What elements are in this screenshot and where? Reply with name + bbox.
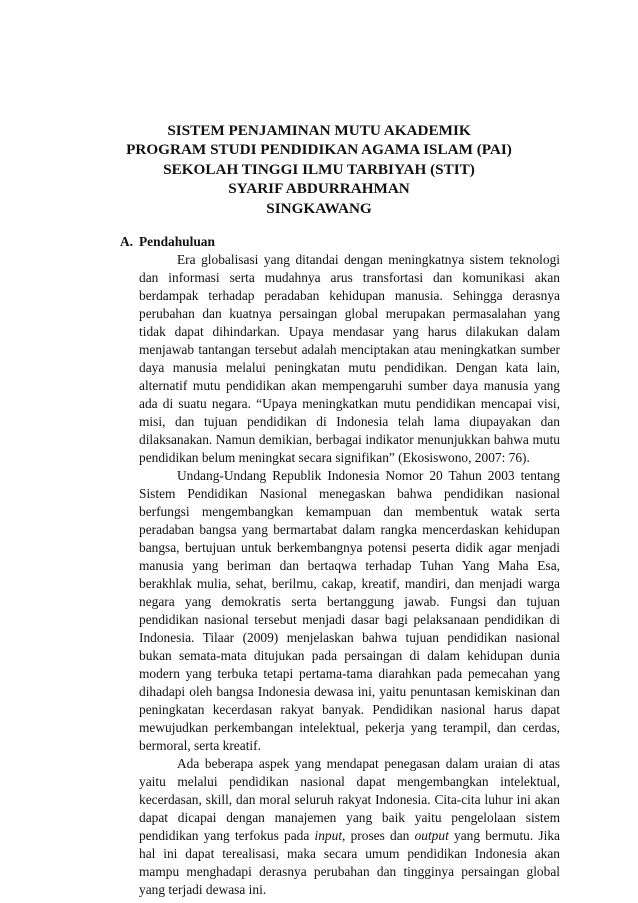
paragraph: Undang-Undang Republik Indonesia Nomor 20 Tahun 2003 tentang Sistem Pendidikan Nasional menegaskan bahwa pendidikan nasional berfungsi mengembangkan kemampuan dan membentuk watak serta peradaban bangsa yang bermartabat dalam rangka mencerdaskan kehidupan bangsa, bertujuan untuk berkembangnya potensi peserta didik agar menjadi manusia yang beriman dan bertaqwa terhadap Tuhan Yang Maha Esa, berakhlak mulia, sehat, berilmu, cakap, kreatif, mandiri, dan menjadi warga negara yang demokratis serta bertanggung jawab. Fungsi dan tujuan pendidikan nasional tersebut menjadi dasar bagi pelaksanaan pendidikan di Indonesia. Tilaar (2009) menjelaskan bahwa tujuan pendidikan nasional bukan semata-mata ditujukan pada persaingan di dalam kehidupan dunia modern yang terbuka tetapi pertama-tama diarahkan pada pemecahan yang dihadapi oleh bangsa Indonesia dewasa ini, yaitu penuntasan kemiskinan dan peningkatan kecerdasan rakyat banyak. Pendidikan nasional harus dapat mewujudkan perkembangan intelektual, pekerja yang terampil, dan cerdas, bermoral, serta kreatif. (139, 468, 560, 753)
section-letter: A. (120, 234, 134, 249)
paragraph-text: yang bermutu. Jika hal ini dapat terealisasi, maka secara umum pendidikan Indonesia akan mampu menghadapi derasnya perubahan dan tingginya persaingan global yang terjadi dewasa ini. (139, 828, 560, 897)
title-line: SINGKAWANG (266, 199, 372, 217)
section-title: Pendahuluan (139, 234, 215, 249)
title-line: SEKOLAH TINGGI ILMU TARBIYAH (STIT) (163, 160, 475, 178)
section-heading (120, 233, 562, 251)
paragraph-text: Ada beberapa aspek yang mendapat penegasan dalam uraian di atas yaitu melalui pendidikan nasional dapat mengembangkan intelektual, kecerdasan, skill, dan moral seluruh rakyat Indonesia. Cita-cita luhur ini akan dapat dicapai dengan manajemen yang baik yaitu pengelolaan sistem pendidikan yang terfokus pada (139, 756, 560, 843)
title-line: PROGRAM STUDI PENDIDIKAN AGAMA ISLAM (PAI) (126, 141, 512, 159)
title-line: SISTEM PENJAMINAN MUTU AKADEMIK (167, 122, 471, 139)
italic-term: output (414, 828, 449, 843)
paragraph: Era globalisasi yang ditandai dengan meningkatnya sistem teknologi dan informasi serta mudahnya arus transfortasi dan komunikasi akan berdampak terhadap peradaban kehidupan manusia. Sehingga derasnya perubahan dan kuatnya persaingan global merupakan permasalahan yang tidak dapat dihindarkan. Upaya mendasar yang harus dilakukan dalam menjawab tantangan tersebut adalah menciptakan atau meningkatkan sumber daya manusia melalui peningkatan mutu pendidikan. Dengan kata lain, alternatif mutu pendidikan akan mempengaruhi sumber daya manusia yang ada di suatu negara. “Upaya meningkatkan mutu pendidikan mencapai visi, misi, dan tujuan pendidikan di Indonesia telah lama diupayakan dan dilaksanakan. Namun demikian, berbagai indikator menunjukkan bahwa mutu pendidikan belum meningkat secara signifikan” (Ekosiswono, 2007: 76). (139, 252, 560, 465)
paragraph (139, 755, 560, 899)
section-pendahuluan (120, 233, 562, 899)
paragraph-text: , proses dan (342, 828, 415, 843)
title-line: SYARIF ABDURRAHMAN (228, 180, 410, 198)
document-title (0, 121, 638, 218)
italic-term: input (314, 828, 343, 843)
